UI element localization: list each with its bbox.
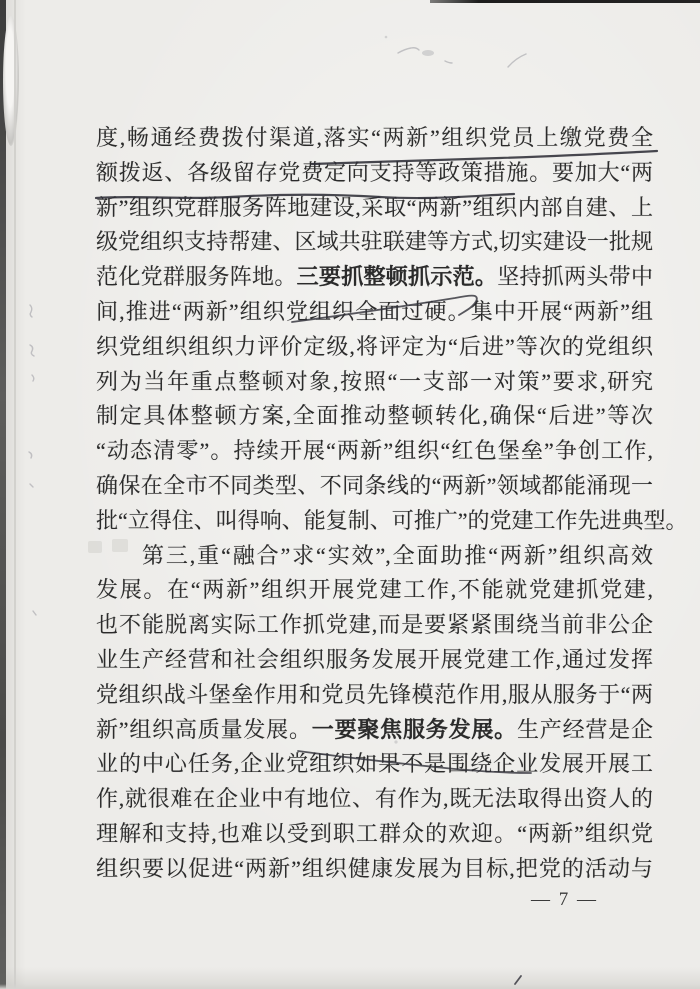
text-line (96, 295, 653, 330)
document-body-text (96, 121, 688, 887)
top-scribble-3 (508, 54, 526, 67)
text-line (96, 156, 653, 191)
body-text: 批“立得住、叫得响、能复制、可推广”的党建工作先进典型。 (96, 507, 688, 533)
scan-left-crease (3, 16, 19, 146)
margin-mark-5 (30, 484, 33, 487)
emphasis-heading-text: 一要聚焦服务发展。 (311, 716, 517, 742)
bottom-edge-tick (515, 976, 521, 984)
body-text: 坚持抓两头带中 (497, 264, 653, 290)
text-line (96, 608, 653, 643)
text-line (96, 330, 653, 365)
page-number: — 7 — (531, 889, 598, 910)
text-line (96, 504, 688, 539)
margin-mark-6 (33, 611, 36, 615)
body-text: 业生产经营和社会组织服务发展开展党建工作,通过发挥 (96, 646, 653, 672)
text-line (96, 782, 653, 817)
scan-bottom-edge-shade (0, 984, 700, 989)
text-line (96, 713, 653, 748)
body-text: 确保在全市不同类型、不同条线的“两新”领域都能涌现一 (96, 472, 653, 498)
body-text: 列为当年重点整顿对象,按照“一支部一对策”要求,研究 (96, 368, 653, 394)
margin-mark-1 (30, 305, 32, 317)
body-text: 新”组织高质量发展。 (96, 716, 312, 742)
body-text: 组织要以促进“两新”组织健康发展为目标,把党的活动与 (96, 855, 653, 881)
body-text: 制定具体整顿方案,全面推动整顿转化,确保“后进”等次 (96, 403, 653, 429)
text-line (96, 678, 653, 713)
body-text: 发展。在“两新”组织开展党建工作,不能就党建抓党建, (96, 577, 653, 603)
body-text: 第三,重“融合”求“实效”,全面助推“两新”组织高效 (142, 542, 653, 568)
top-scribble-blob (422, 50, 434, 56)
body-text: 织党组织组织力评价定级,将评定为“后进”等次的党组织 (96, 333, 653, 359)
body-text: 间,推进“两新”组织党组织全面过硬。集中开展“两新”组 (96, 298, 653, 324)
text-line (96, 539, 653, 574)
body-text: 业的中心任务,企业党组织如果不是围绕企业发展开展工 (96, 751, 653, 777)
body-text: 作,就很难在企业中有地位、有作为,既无法取得出资人的 (96, 786, 653, 812)
top-scribble-1 (398, 48, 419, 53)
text-line (96, 399, 653, 434)
text-line (96, 852, 653, 887)
body-text: 额拨返、各级留存党费定向支持等政策措施。要加大“两 (96, 159, 653, 185)
body-text: 党组织战斗堡垒作用和党员先锋模范作用,服从服务于“两 (96, 681, 653, 707)
margin-mark-2 (30, 345, 34, 356)
text-line (96, 434, 653, 469)
scan-left-fold-line (14, 0, 16, 989)
body-text: 也不能脱离实际工作抓党建,而是要紧紧围绕当前非公企 (96, 612, 653, 638)
text-line (96, 191, 653, 226)
text-line (96, 121, 653, 156)
text-line (96, 365, 653, 400)
body-text: 生产经营是企 (516, 716, 653, 742)
text-line (96, 225, 653, 260)
text-line (96, 260, 653, 295)
text-line (96, 817, 653, 852)
emphasis-heading-text: 三要抓整顿抓示范。 (296, 264, 498, 290)
body-text: 理解和支持,也难以受到职工群众的欢迎。“两新”组织党 (96, 820, 653, 846)
scan-top-edge-bar (430, 0, 700, 3)
body-text: 范化党群服务阵地。 (96, 264, 297, 290)
margin-mark-4 (29, 452, 32, 458)
margin-mark-3 (32, 375, 34, 381)
body-text: “动态清零”。持续开展“两新”组织“红色堡垒”争创工作, (96, 438, 653, 464)
text-line (96, 573, 653, 608)
top-scribble-2 (445, 61, 452, 63)
top-scribble-dot (385, 36, 388, 39)
text-line (96, 469, 653, 504)
text-line (96, 643, 653, 678)
body-text: 级党组织支持帮建、区域共驻联建等方式,切实建设一批规 (96, 229, 653, 255)
scan-left-edge-shadow (0, 0, 6, 989)
body-text: 新”组织党群服务阵地建设,采取“两新”组织内部自建、上 (96, 194, 653, 220)
text-line (96, 747, 653, 782)
body-text: 度,畅通经费拨付渠道,落实“两新”组织党员上缴党费全 (96, 125, 653, 150)
